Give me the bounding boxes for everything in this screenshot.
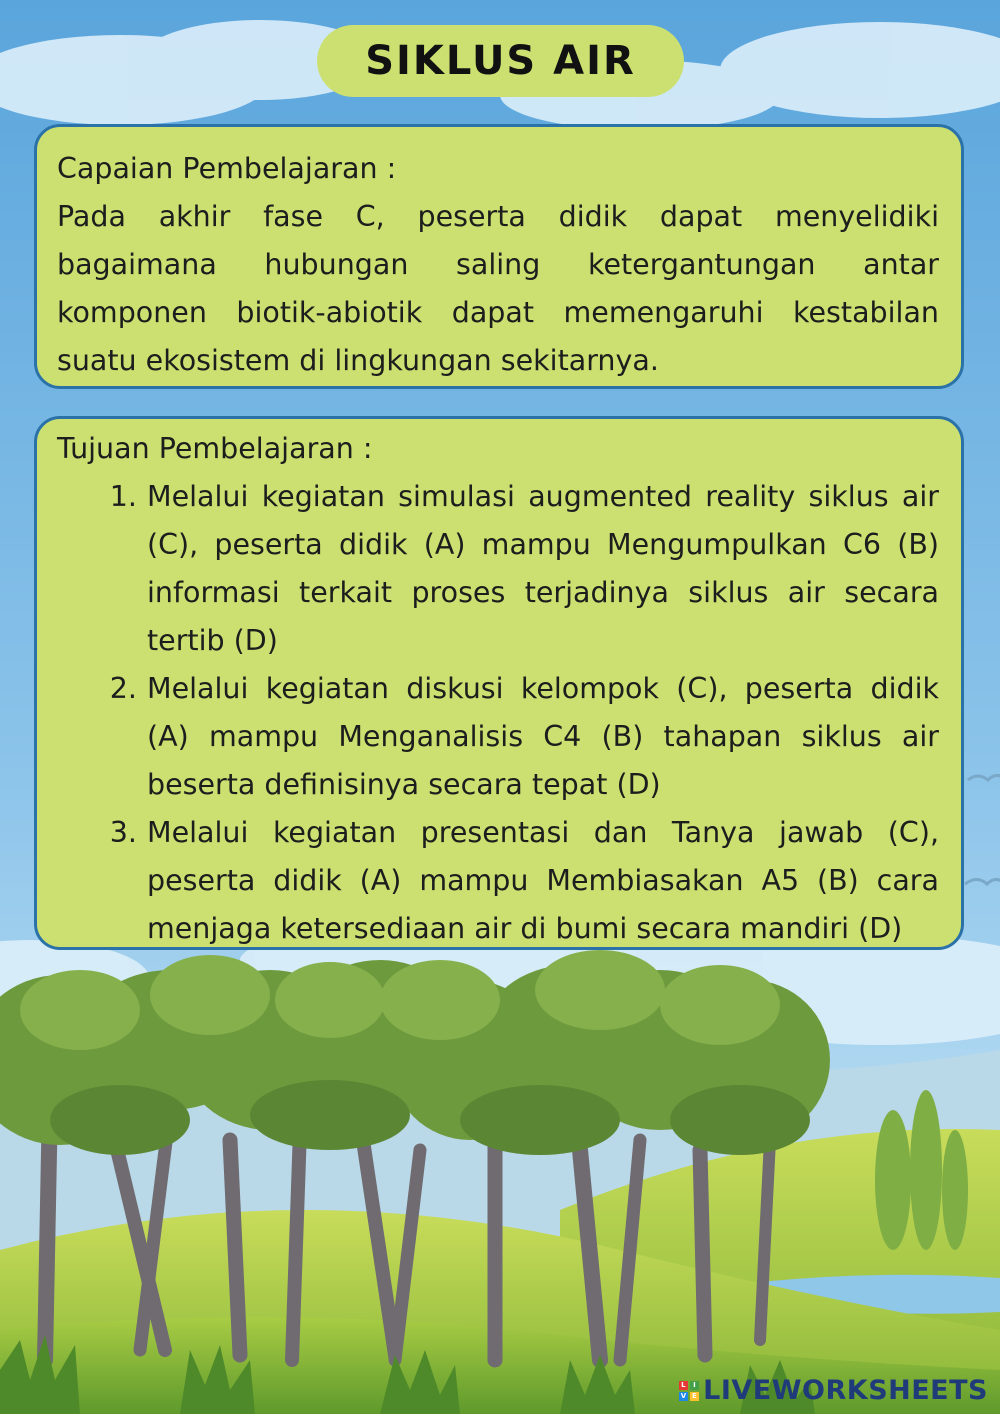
watermark-text: LIVEWORKSHEETS	[703, 1375, 988, 1406]
list-item-number: 3.	[109, 816, 137, 849]
list-item	[57, 473, 939, 665]
capaian-heading: Capaian Pembelajaran :	[57, 152, 397, 185]
list-item-text: Melalui kegiatan diskusi kelompok (C), peserta didik (A) mampu Menganalisis C4 (B) tahapan siklus air beserta definisinya secara tepat (D)	[147, 672, 939, 801]
capaian-body: Pada akhir fase C, peserta didik dapat menyelidiki bagaimana hubungan saling ketergantungan antar komponen biotik-abiotik dapat memengaruhi kestabilan suatu ekosistem di lingkungan sekitarnya.	[57, 200, 939, 377]
tujuan-panel	[34, 416, 964, 950]
liveworksheets-watermark[interactable]	[679, 1375, 988, 1406]
list-item-number: 1.	[109, 480, 137, 513]
logo-letter: I	[690, 1381, 699, 1390]
page-title: SIKLUS AIR	[365, 38, 636, 84]
liveworksheets-logo-icon	[679, 1381, 699, 1401]
list-item-text: Melalui kegiatan presentasi dan Tanya jawab (C), peserta didik (A) mampu Membiasakan A5 (B) cara menjaga ketersediaan air di bumi secara mandiri (D)	[147, 816, 939, 945]
title-banner	[317, 25, 684, 97]
tujuan-list	[57, 473, 939, 953]
logo-letter: V	[680, 1391, 687, 1400]
capaian-panel	[34, 124, 964, 389]
list-item	[57, 809, 939, 953]
list-item-number: 2.	[109, 672, 137, 705]
logo-letter: E	[692, 1391, 698, 1400]
list-item	[57, 665, 939, 809]
tujuan-heading: Tujuan Pembelajaran :	[57, 432, 373, 465]
list-item-text: Melalui kegiatan simulasi augmented reality siklus air (C), peserta didik (A) mampu Mengumpulkan C6 (B) informasi terkait proses terjadinya siklus air secara tertib (D)	[147, 480, 939, 657]
logo-letter: L	[679, 1381, 688, 1390]
